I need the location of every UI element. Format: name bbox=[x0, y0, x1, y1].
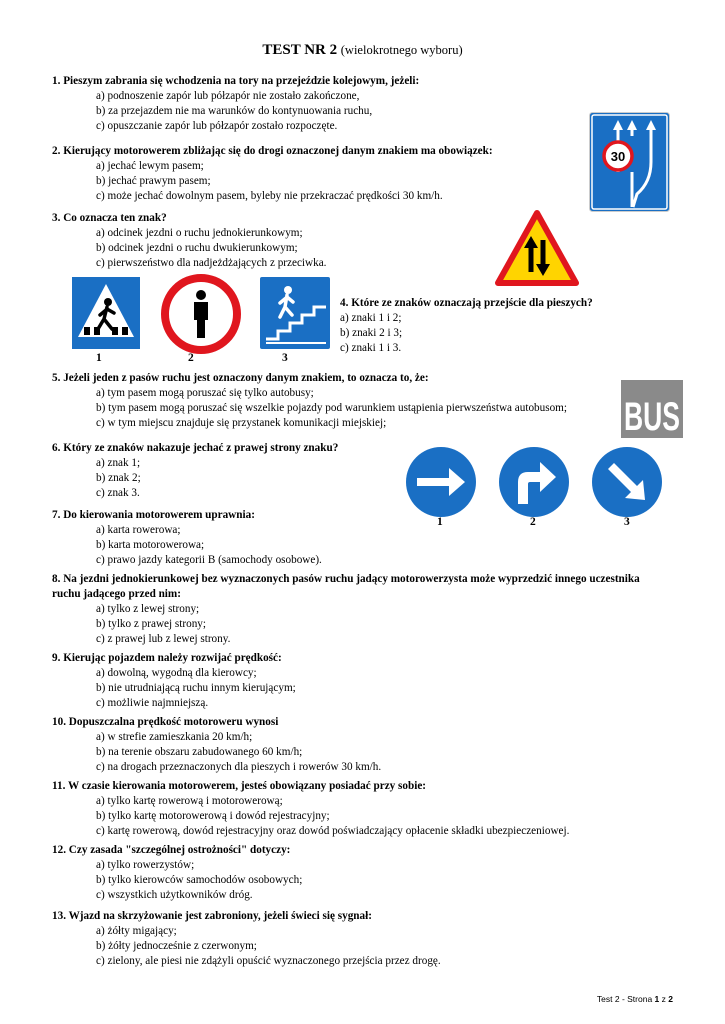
question-4 bbox=[340, 296, 593, 356]
question-12 bbox=[52, 843, 302, 903]
question-13 bbox=[52, 909, 441, 969]
question-6 bbox=[52, 441, 338, 501]
question-text: 12. Czy zasada "szczególnej ostrożności" dotyczy: bbox=[52, 844, 291, 856]
page-footer bbox=[597, 994, 673, 1004]
pedestrian-crossing-sign bbox=[72, 277, 140, 349]
answer-c: c) kartę rowerową, dowód rejestracyjny oraz dowód poświadczający opłacenie składki ubezpieczeniowej. bbox=[96, 825, 570, 837]
answer-b: b) jechać prawym pasem; bbox=[96, 175, 211, 187]
answer-a: a) tylko kartę rowerową i motorowerową; bbox=[96, 795, 283, 807]
answer-c: c) z prawej lub z lewej strony. bbox=[96, 633, 231, 645]
answer-b: b) na terenie obszaru zabudowanego 60 km/h; bbox=[96, 746, 303, 758]
question-5 bbox=[52, 371, 567, 431]
question-text: 9. Kierując pojazdem należy rozwijać prędkość: bbox=[52, 652, 282, 664]
pedestrian-underpass-sign bbox=[260, 277, 330, 349]
turn-right-arrow-sign bbox=[498, 446, 570, 518]
answer-a: a) znak 1; bbox=[96, 457, 141, 469]
keep-right-sign bbox=[591, 446, 663, 518]
question-text: 6. Który ze znaków nakazuje jechać z prawej strony znaku? bbox=[52, 442, 339, 454]
answer-a: a) tylko rowerzystów; bbox=[96, 859, 195, 871]
answer-b: b) tylko kierowców samochodów osobowych; bbox=[96, 874, 303, 886]
question-10 bbox=[52, 715, 381, 775]
answer-a: a) żółty migający; bbox=[96, 925, 177, 937]
speed-limit-value: 30 bbox=[610, 149, 626, 164]
answer-b: b) nie utrudniającą ruchu innym kierującym; bbox=[96, 682, 296, 694]
answer-c: c) na drogach przeznaczonych dla pieszych i rowerów 30 km/h. bbox=[96, 761, 382, 773]
answer-a: a) odcinek jezdni o ruchu jednokierunkowym; bbox=[96, 227, 303, 239]
sign-number-2: 2 bbox=[188, 352, 194, 364]
question-7 bbox=[52, 508, 322, 568]
sign-number-2: 2 bbox=[530, 516, 536, 528]
answer-b: b) znak 2; bbox=[96, 472, 141, 484]
no-pedestrians-sign bbox=[161, 275, 241, 353]
answer-b: b) znaki 2 i 3; bbox=[340, 327, 403, 339]
page-title bbox=[0, 42, 725, 59]
answer-b: b) odcinek jezdni o ruchu dwukierunkowym; bbox=[96, 242, 298, 254]
answer-c: c) możliwie najmniejszą. bbox=[96, 697, 209, 709]
test-subtitle: (wielokrotnego wyboru) bbox=[340, 43, 463, 57]
question-text: 10. Dopuszczalna prędkość motoroweru wynosi bbox=[52, 716, 279, 728]
answer-c: c) w tym miejscu znajduje się przystanek komunikacji miejskiej; bbox=[96, 417, 387, 429]
answer-c: c) prawo jazdy kategorii B (samochody osobowe). bbox=[96, 554, 322, 566]
footer-total: 2 bbox=[668, 994, 673, 1004]
sign-number-1: 1 bbox=[437, 516, 443, 528]
bus-lane-marking bbox=[621, 380, 683, 438]
answer-c: c) zielony, ale piesi nie zdążyli opuścić wyznaczonego przejścia przez drogę. bbox=[96, 955, 441, 967]
question-text: 2. Kierujący motorowerem zbliżając się do drogi oznaczonej danym znakiem ma obowiązek: bbox=[52, 145, 493, 157]
ahead-right-arrow-sign bbox=[405, 446, 477, 518]
question-8 bbox=[52, 572, 652, 647]
footer-page: 1 bbox=[654, 994, 660, 1004]
answer-c: c) może jechać dowolnym pasem, byleby nie przekraczać prędkości 30 km/h. bbox=[96, 190, 443, 202]
question-text: 13. Wjazd na skrzyżowanie jest zabroniony, jeżeli świeci się sygnał: bbox=[52, 910, 372, 922]
footer-of: z bbox=[659, 994, 669, 1004]
answer-a: a) znaki 1 i 2; bbox=[340, 312, 402, 324]
answer-b: b) żółty jednocześnie z czerwonym; bbox=[96, 940, 257, 952]
answer-b: b) karta motorowerowa; bbox=[96, 539, 205, 551]
answer-c: c) znaki 1 i 3. bbox=[340, 342, 402, 354]
question-text: 8. Na jezdni jednokierunkowej bez wyznaczonych pasów ruchu jadący motorowerzysta może wyprzedzić innego uczestnika ruchu jadącego przed nim: bbox=[52, 573, 640, 600]
question-3 bbox=[52, 211, 326, 271]
answer-c: c) wszystkich użytkowników dróg. bbox=[96, 889, 253, 901]
question-9 bbox=[52, 651, 296, 711]
answer-a: a) dowolną, wygodną dla kierowcy; bbox=[96, 667, 257, 679]
answer-a: a) jechać lewym pasem; bbox=[96, 160, 204, 172]
answer-b: b) za przejazdem nie ma warunków do kontynuowania ruchu, bbox=[96, 105, 373, 117]
footer-prefix: Test 2 - Strona bbox=[596, 994, 655, 1004]
answer-a: a) w strefie zamieszkania 20 km/h; bbox=[96, 731, 253, 743]
question-text: 11. W czasie kierowania motorowerem, jesteś obowiązany posiadać przy sobie: bbox=[52, 780, 427, 792]
answer-c: c) znak 3. bbox=[96, 487, 140, 499]
answer-a: a) tylko z lewej strony; bbox=[96, 603, 200, 615]
sign-number-3: 3 bbox=[624, 516, 630, 528]
bus-lane-text: BUS bbox=[624, 395, 680, 439]
answer-b: b) tym pasem mogą poruszać się wszelkie pojazdy pod warunkiem ustąpienia pierwszeństwa autobusom; bbox=[96, 402, 567, 414]
answer-b: b) tylko z prawej strony; bbox=[96, 618, 206, 630]
answer-c: c) pierwszeństwo dla nadjeżdżających z przeciwka. bbox=[96, 257, 327, 269]
answer-a: a) karta rowerowa; bbox=[96, 524, 181, 536]
answer-c: c) opuszczanie zapór lub półzapór zostało rozpoczęte. bbox=[96, 120, 338, 132]
test-title: TEST NR 2 bbox=[262, 42, 338, 58]
question-text: 4. Które ze znaków oznaczają przejście dla pieszych? bbox=[340, 297, 593, 309]
sign-number-1: 1 bbox=[96, 352, 102, 364]
answer-a: a) tym pasem mogą poruszać się tylko autobusy; bbox=[96, 387, 314, 399]
question-2 bbox=[52, 144, 493, 204]
question-text: 5. Jeżeli jeden z pasów ruchu jest oznaczony danym znakiem, to oznacza to, że: bbox=[52, 372, 429, 384]
two-way-traffic-warning-sign bbox=[495, 210, 579, 286]
question-1 bbox=[52, 74, 419, 134]
sign-number-3: 3 bbox=[282, 352, 288, 364]
answer-a: a) podnoszenie zapór lub półzapór nie zostało zakończone, bbox=[96, 90, 360, 102]
question-11 bbox=[52, 779, 569, 839]
lane-speed-limit-sign bbox=[589, 112, 670, 212]
question-text: 1. Pieszym zabrania się wchodzenia na tory na przejeździe kolejowym, jeżeli: bbox=[52, 75, 420, 87]
question-text: 3. Co oznacza ten znak? bbox=[52, 212, 167, 224]
answer-b: b) tylko kartę motorowerową i dowód rejestracyjny; bbox=[96, 810, 330, 822]
question-text: 7. Do kierowania motorowerem uprawnia: bbox=[52, 509, 255, 521]
